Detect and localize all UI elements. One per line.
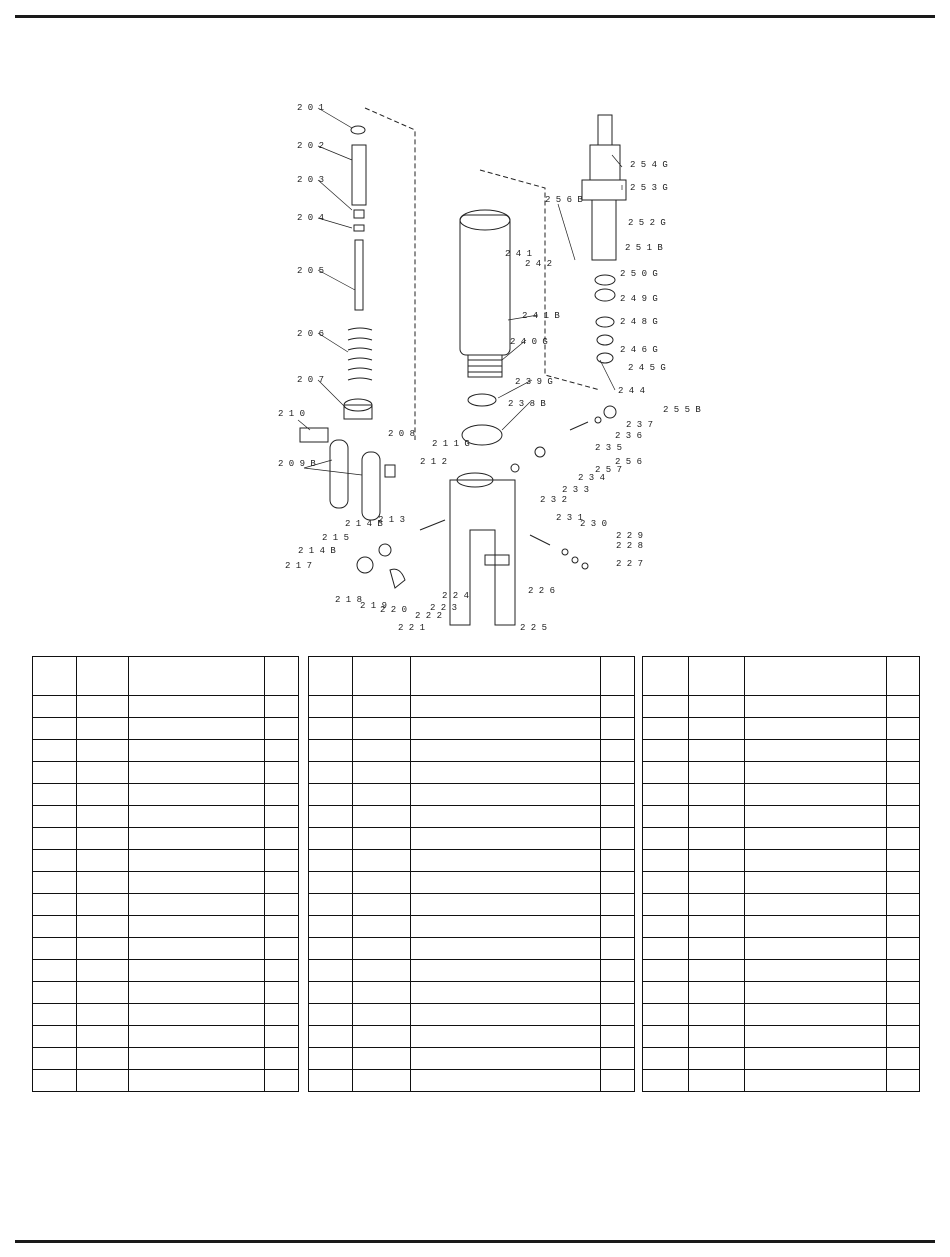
svg-text:2 4 8 G: 2 4 8 G xyxy=(620,317,658,327)
svg-text:2 4 1: 2 4 1 xyxy=(505,249,533,259)
svg-text:2 1 7: 2 1 7 xyxy=(285,561,313,571)
top-rule xyxy=(15,15,935,18)
svg-text:2 1 4 B: 2 1 4 B xyxy=(345,519,383,529)
svg-text:2 2 2: 2 2 2 xyxy=(415,611,443,621)
svg-text:2 5 2 G: 2 5 2 G xyxy=(628,218,666,228)
svg-text:2 3 6: 2 3 6 xyxy=(615,431,643,441)
svg-text:2 0 2: 2 0 2 xyxy=(297,141,325,151)
svg-text:2 0 9 B: 2 0 9 B xyxy=(278,459,316,469)
svg-text:2 0 1: 2 0 1 xyxy=(297,103,325,113)
svg-text:2 4 0 G: 2 4 0 G xyxy=(510,337,548,347)
svg-text:2 3 1: 2 3 1 xyxy=(556,513,584,523)
svg-text:2 0 7: 2 0 7 xyxy=(297,375,325,385)
svg-text:2 4 4: 2 4 4 xyxy=(618,386,646,396)
svg-text:2 3 3: 2 3 3 xyxy=(562,485,590,495)
svg-text:2 2 7: 2 2 7 xyxy=(616,559,644,569)
svg-text:2 3 5: 2 3 5 xyxy=(595,443,623,453)
svg-text:2 3 8 B: 2 3 8 B xyxy=(508,399,546,409)
svg-text:2 1 9: 2 1 9 xyxy=(360,601,388,611)
parts-table-3 xyxy=(642,656,920,1092)
svg-text:2 5 1 B: 2 5 1 B xyxy=(625,243,663,253)
svg-text:2 4 1 B: 2 4 1 B xyxy=(522,311,560,321)
svg-text:2 0 8: 2 0 8 xyxy=(388,429,416,439)
svg-text:2 1 0: 2 1 0 xyxy=(278,409,306,419)
svg-text:2 1 3: 2 1 3 xyxy=(378,515,406,525)
svg-text:2 3 9 G: 2 3 9 G xyxy=(515,377,553,387)
svg-text:2 3 2: 2 3 2 xyxy=(540,495,568,505)
svg-text:2 0 5: 2 0 5 xyxy=(297,266,325,276)
svg-text:2 4 2: 2 4 2 xyxy=(525,259,553,269)
svg-text:2 2 0: 2 2 0 xyxy=(380,605,408,615)
svg-text:2 2 5: 2 2 5 xyxy=(520,623,548,633)
svg-text:2 5 5 B: 2 5 5 B xyxy=(663,405,701,415)
svg-text:2 1 8: 2 1 8 xyxy=(335,595,363,605)
svg-text:2 2 8: 2 2 8 xyxy=(616,541,644,551)
svg-text:2 2 9: 2 2 9 xyxy=(616,531,644,541)
svg-text:2 1 4 B: 2 1 4 B xyxy=(298,546,336,556)
svg-text:2 2 3: 2 2 3 xyxy=(430,603,458,613)
svg-text:2 1 5: 2 1 5 xyxy=(322,533,350,543)
svg-text:2 1 1 G: 2 1 1 G xyxy=(432,439,470,449)
svg-text:2 5 6 B: 2 5 6 B xyxy=(545,195,583,205)
bottom-rule xyxy=(15,1240,935,1243)
svg-text:2 0 4: 2 0 4 xyxy=(297,213,325,223)
svg-text:2 2 4: 2 2 4 xyxy=(442,591,470,601)
svg-text:2 5 4 G: 2 5 4 G xyxy=(630,160,668,170)
svg-text:2 5 3 G: 2 5 3 G xyxy=(630,183,668,193)
svg-text:2 5 6: 2 5 6 xyxy=(615,457,643,467)
svg-text:2 5 7: 2 5 7 xyxy=(595,465,623,475)
svg-text:2 4 6 G: 2 4 6 G xyxy=(620,345,658,355)
svg-text:2 5 0 G: 2 5 0 G xyxy=(620,269,658,279)
svg-text:2 0 3: 2 0 3 xyxy=(297,175,325,185)
svg-text:2 4 9 G: 2 4 9 G xyxy=(620,294,658,304)
exploded-parts-diagram xyxy=(270,90,701,645)
svg-text:2 3 7: 2 3 7 xyxy=(626,420,654,430)
svg-text:2 1 2: 2 1 2 xyxy=(420,457,448,467)
parts-table-1 xyxy=(32,656,299,1092)
svg-text:2 4 5 G: 2 4 5 G xyxy=(628,363,666,373)
svg-text:2 3 4: 2 3 4 xyxy=(578,473,606,483)
parts-table-2 xyxy=(308,656,635,1092)
svg-text:2 3 0: 2 3 0 xyxy=(580,519,608,529)
svg-text:2 2 1: 2 2 1 xyxy=(398,623,426,633)
svg-text:2 0 6: 2 0 6 xyxy=(297,329,325,339)
svg-text:2 2 6: 2 2 6 xyxy=(528,586,556,596)
